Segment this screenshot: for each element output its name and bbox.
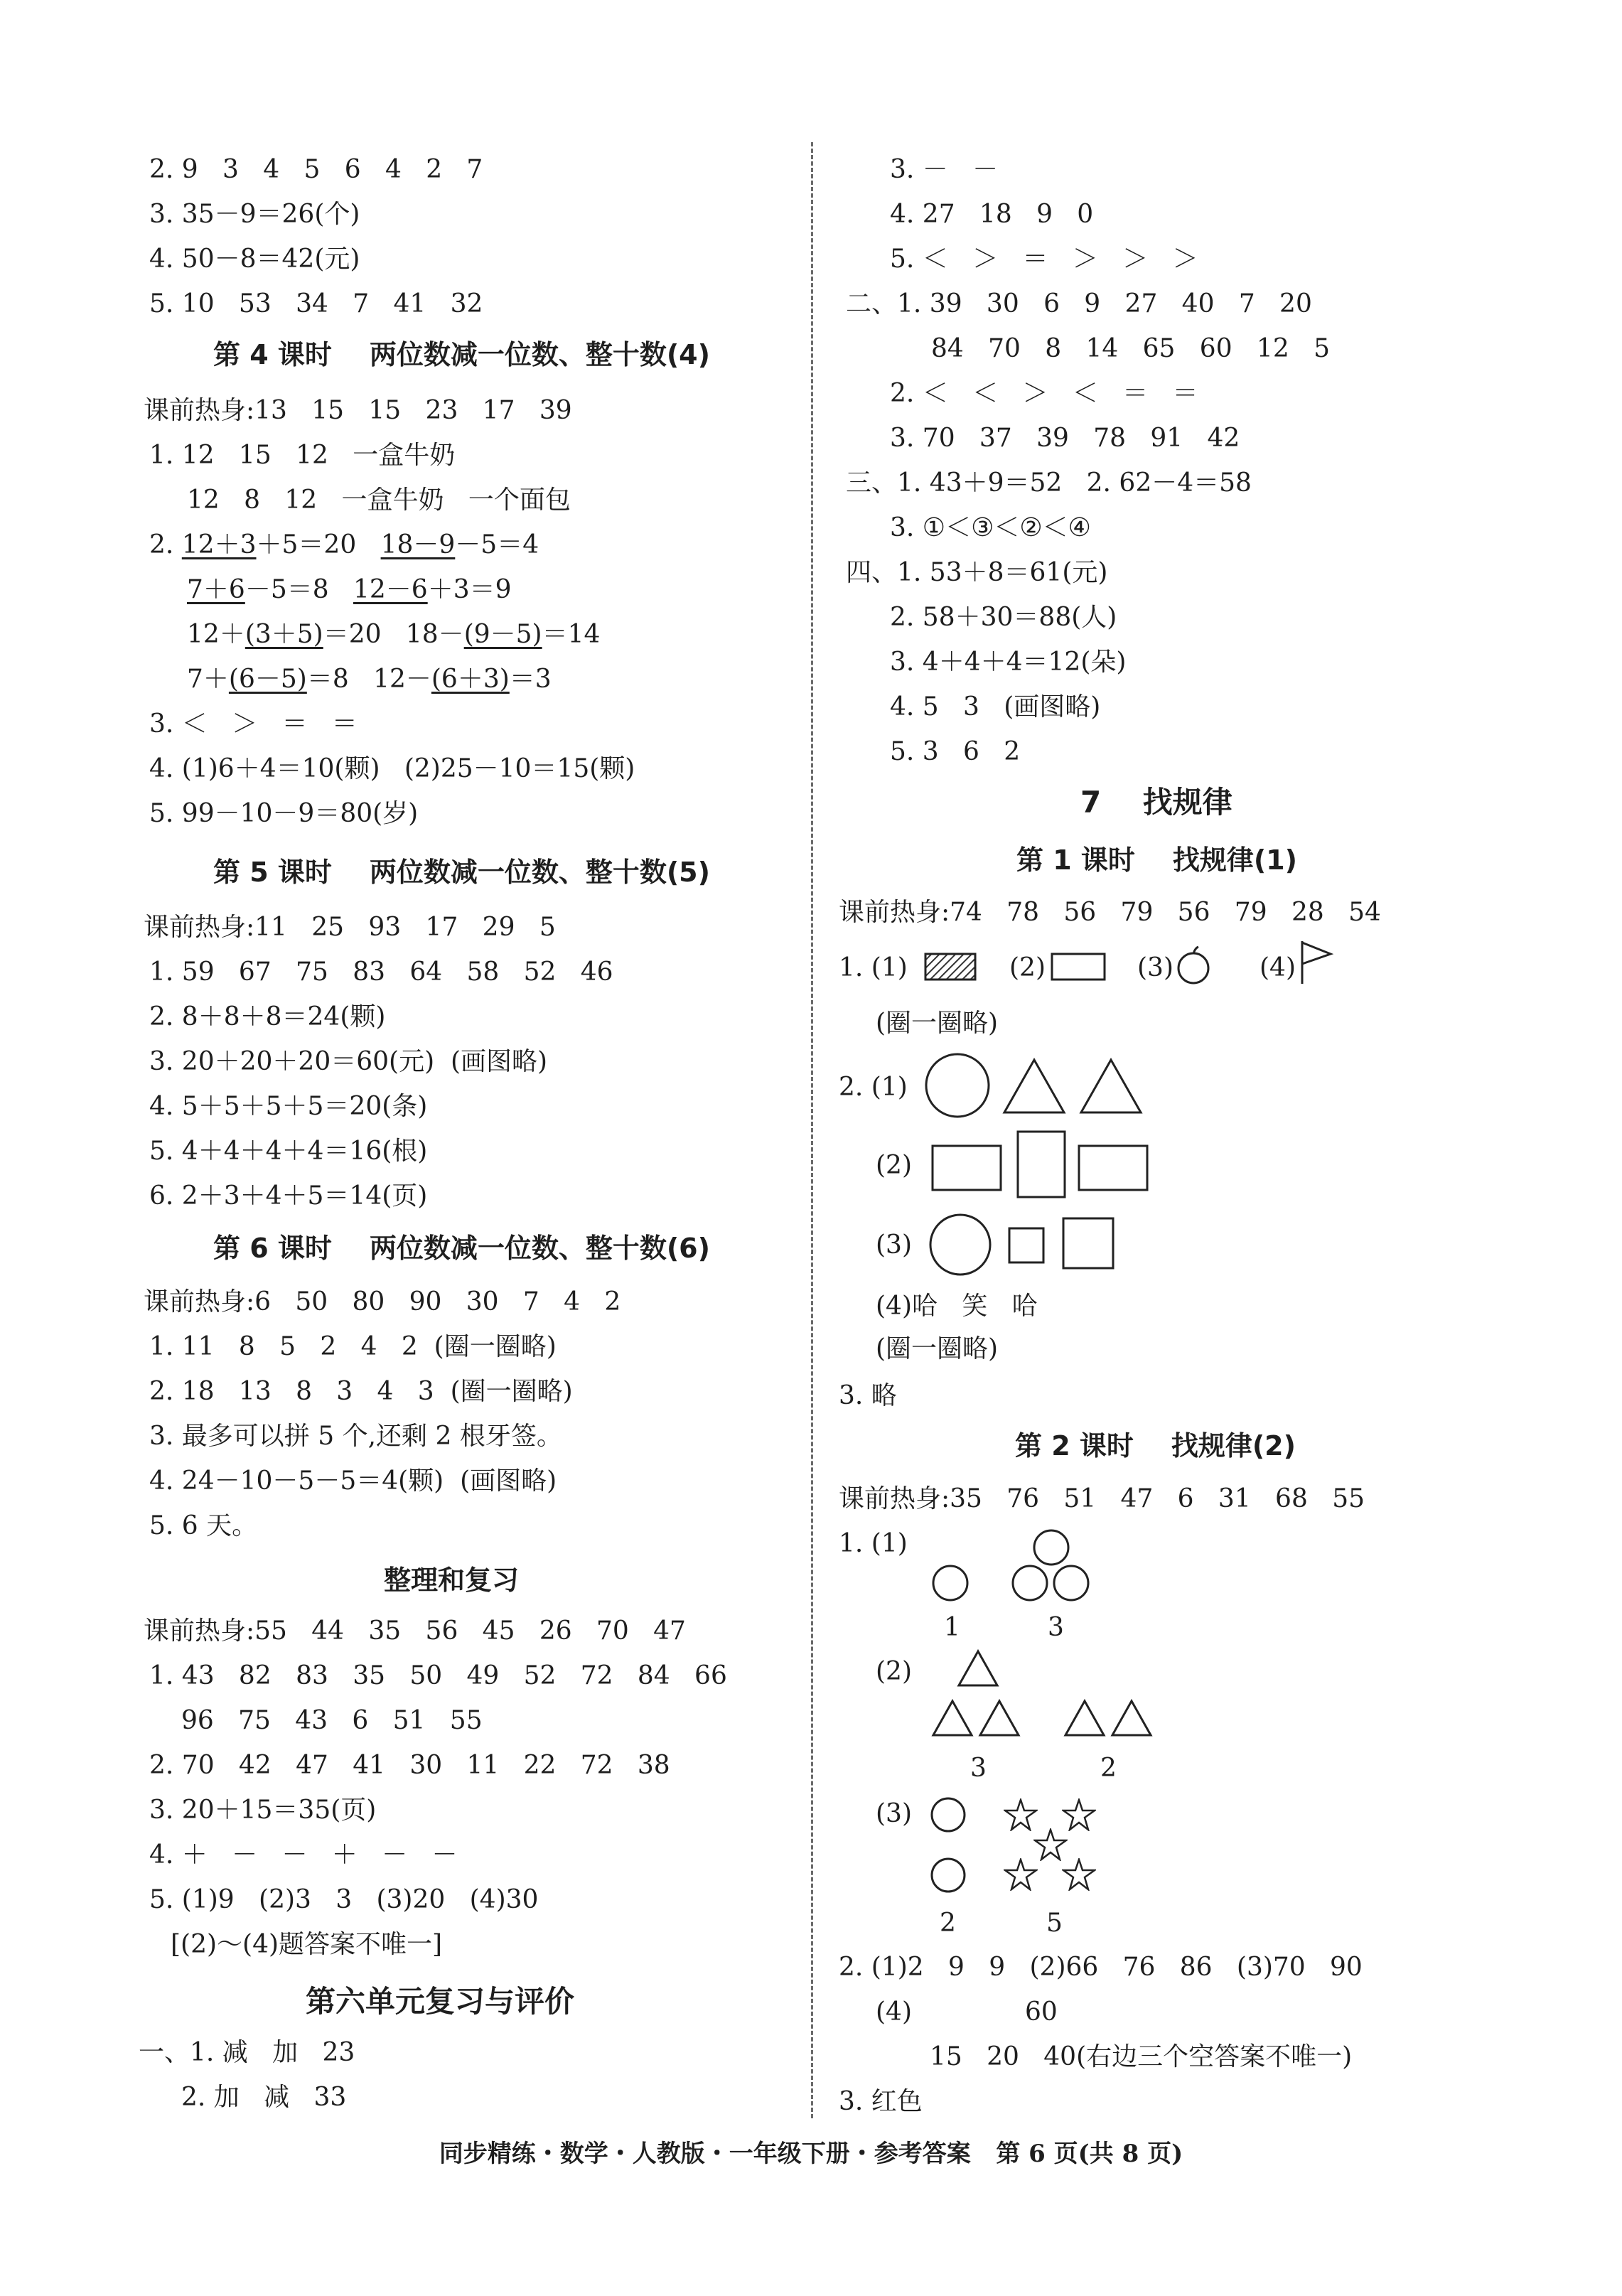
question-label: (3) bbox=[876, 1230, 912, 1260]
answer-line: 4. 50－8＝42(元) bbox=[149, 245, 360, 274]
equation-left: 12－ bbox=[373, 665, 431, 694]
answer-line: 一、1. 减 加 23 bbox=[139, 2038, 355, 2067]
answer-note: (圈一圈略) bbox=[876, 1334, 999, 1363]
answer-line: 5. (1)9 (2)3 3 (3)20 (4)30 bbox=[149, 1885, 539, 1914]
underlined-part: (6＋3) bbox=[431, 665, 510, 694]
answer-line: 1. 59 67 75 83 64 58 52 46 bbox=[149, 957, 613, 987]
wide-rectangle-icon bbox=[1078, 1144, 1149, 1191]
equation-left: 12＋ bbox=[187, 620, 245, 649]
star-icon bbox=[1004, 1798, 1038, 1831]
underlined-part: (3＋5) bbox=[245, 620, 323, 649]
answer-note: [(2)～(4)题答案不唯一] bbox=[171, 1930, 443, 1959]
triangle-icon bbox=[1110, 1699, 1153, 1737]
answer-line: 三、1. 43＋9＝52 2. 62－4＝58 bbox=[846, 468, 1252, 498]
square-icon bbox=[1062, 1217, 1115, 1270]
page-footer: 同步精练・数学・人教版・一年级下册・参考答案 第 6 页(共 8 页) bbox=[439, 2140, 1183, 2168]
equation-left: 18－ bbox=[405, 620, 464, 649]
answer-line: 4. (1)6＋4＝10(颗) (2)25－10＝15(颗) bbox=[149, 754, 635, 783]
answer-line: 3. 70 37 39 78 91 42 bbox=[890, 424, 1240, 453]
circle-icon bbox=[924, 1052, 991, 1119]
warmup-line: 课前热身:6 50 80 90 30 7 4 2 bbox=[144, 1287, 621, 1316]
underlined-equation-line bbox=[187, 664, 552, 695]
underlined-part: 7＋6 bbox=[187, 575, 245, 604]
chapter-7-heading: 7 找规律 bbox=[1080, 785, 1232, 820]
star-icon bbox=[1062, 1798, 1096, 1831]
triangle-icon bbox=[1063, 1699, 1106, 1737]
answer-line: 5. 6 天。 bbox=[149, 1511, 258, 1540]
underlined-part: 12＋3 bbox=[181, 530, 257, 559]
answer-line: 2. (1)2 9 9 (2)66 76 86 (3)70 90 bbox=[839, 1953, 1363, 1982]
answer-line: 2. 18 13 8 3 4 3 (圈一圈略) bbox=[149, 1377, 573, 1406]
answer-line: 3. 红色 bbox=[839, 2087, 923, 2116]
tall-rectangle-icon bbox=[1016, 1130, 1066, 1198]
rectangle-icon bbox=[1051, 953, 1106, 981]
item-number: 2. bbox=[149, 530, 182, 559]
answer-line: 3. 略 bbox=[839, 1381, 897, 1410]
star-icon bbox=[1033, 1828, 1068, 1861]
equation-rest: ＋3＝9 bbox=[427, 575, 512, 604]
answer-line: 3. ①＜③＜②＜④ bbox=[890, 513, 1091, 542]
answer-line: 96 75 43 6 51 55 bbox=[181, 1706, 483, 1735]
star-icon bbox=[1004, 1858, 1038, 1891]
apple-icon bbox=[1176, 945, 1211, 985]
triangle-icon bbox=[978, 1699, 1021, 1737]
answer-line: 5. 4＋4＋4＋4＝16(根) bbox=[149, 1137, 428, 1166]
hatched-rectangle-icon bbox=[924, 953, 977, 981]
lesson-4-heading: 第 4 课时 两位数减一位数、整十数(4) bbox=[213, 339, 710, 370]
question-label: (3) bbox=[1137, 953, 1173, 982]
question-label: (2) bbox=[1009, 953, 1046, 982]
equation-rest: ＝20 bbox=[323, 620, 382, 649]
equation-rest: －5＝4 bbox=[455, 530, 539, 559]
triangle-icon bbox=[931, 1699, 974, 1737]
answer-line: 15 20 40(右边三个空答案不唯一) bbox=[930, 2042, 1353, 2071]
question-label: (3) bbox=[876, 1799, 912, 1828]
answer-line: 3. ＜ ＞ ＝ ＝ bbox=[149, 709, 358, 739]
triangle-icon bbox=[1079, 1058, 1143, 1115]
question-label: 1. (1) bbox=[839, 1529, 908, 1558]
answer-line: (4)哈 笑 哈 bbox=[876, 1292, 1038, 1321]
circle-icon bbox=[928, 1213, 992, 1277]
answer-line: 二、1. 39 30 6 9 27 40 7 20 bbox=[846, 289, 1312, 318]
warmup-line: 课前热身:74 78 56 79 56 79 28 54 bbox=[839, 898, 1381, 927]
answer-line: 3. 4＋4＋4＝12(朵) bbox=[890, 648, 1127, 677]
answer-line: 4. 24－10－5－5＝4(颗) (画图略) bbox=[149, 1466, 557, 1496]
answer-line: 5. 3 6 2 bbox=[890, 737, 1021, 766]
circle-icon bbox=[1032, 1528, 1070, 1567]
answer-number: 3 bbox=[1048, 1613, 1064, 1642]
answer-line: 4. 5＋5＋5＋5＝20(条) bbox=[149, 1092, 428, 1121]
underlined-equation-line bbox=[149, 530, 539, 561]
answer-line: 四、1. 53＋8＝61(元) bbox=[846, 558, 1108, 587]
answer-line: 12 8 12 一盒牛奶 一个面包 bbox=[187, 486, 571, 515]
equation-rest: ＝3 bbox=[509, 665, 552, 694]
answer-line: 5. 10 53 34 7 41 32 bbox=[149, 289, 483, 318]
question-label: (2) bbox=[876, 1657, 912, 1686]
answer-line: 4. 5 3 (画图略) bbox=[890, 692, 1101, 721]
answer-number: 3 bbox=[970, 1754, 987, 1783]
unit-6-review-heading: 第六单元复习与评价 bbox=[306, 1984, 575, 2019]
lesson-5-heading: 第 5 课时 两位数减一位数、整十数(5) bbox=[213, 857, 710, 888]
underlined-part: 18－9 bbox=[380, 530, 456, 559]
question-label: 2. (1) bbox=[839, 1073, 908, 1102]
answer-line: (4) bbox=[876, 1997, 912, 2027]
answer-line: 1. 43 82 83 35 50 49 52 72 84 66 bbox=[149, 1661, 727, 1690]
review-heading: 整理和复习 bbox=[384, 1565, 520, 1596]
lesson-7-2-heading: 第 2 课时 找规律(2) bbox=[1015, 1430, 1296, 1461]
equation-rest: ＝8 bbox=[306, 665, 349, 694]
column-divider bbox=[811, 142, 813, 2118]
circle-icon bbox=[930, 1796, 967, 1833]
answer-note: (圈一圈略) bbox=[876, 1009, 999, 1038]
answer-number: 5 bbox=[1046, 1909, 1063, 1938]
answer-line: 60 bbox=[1025, 1997, 1058, 2027]
warmup-line: 课前热身:11 25 93 17 29 5 bbox=[144, 913, 556, 942]
answer-line: 3. － － bbox=[890, 155, 999, 184]
underlined-equation-line bbox=[187, 574, 512, 606]
star-icon bbox=[1062, 1858, 1096, 1891]
triangle-icon bbox=[957, 1649, 999, 1688]
question-label: 1. (1) bbox=[839, 953, 908, 982]
circle-icon bbox=[1011, 1564, 1049, 1602]
answer-line: 3. 35－9＝26(个) bbox=[149, 200, 360, 229]
answer-line: 1. 12 15 12 一盒牛奶 bbox=[149, 441, 456, 470]
warmup-line: 课前热身:55 44 35 56 45 26 70 47 bbox=[144, 1616, 686, 1646]
answer-line: 2. ＜ ＜ ＞ ＜ ＝ ＝ bbox=[890, 379, 1198, 408]
answer-line: 6. 2＋3＋4＋5＝14(页) bbox=[149, 1181, 428, 1211]
answer-line: 5. ＜ ＞ ＝ ＞ ＞ ＞ bbox=[890, 245, 1198, 274]
question-label: (4) bbox=[1260, 953, 1296, 982]
answer-line: 5. 99－10－9＝80(岁) bbox=[149, 799, 419, 828]
question-label: (2) bbox=[876, 1151, 912, 1180]
underlined-part: 12－6 bbox=[353, 575, 428, 604]
answer-line: 2. 70 42 47 41 30 11 22 72 38 bbox=[149, 1751, 670, 1780]
underlined-equation-line bbox=[187, 619, 600, 650]
answer-line: 3. 最多可以拼 5 个,还剩 2 根牙签。 bbox=[149, 1422, 562, 1451]
equation-rest: －5＝8 bbox=[245, 575, 329, 604]
answer-line: 3. 20＋15＝35(页) bbox=[149, 1796, 377, 1825]
lesson-7-1-heading: 第 1 课时 找规律(1) bbox=[1016, 844, 1297, 876]
answer-number: 1 bbox=[944, 1613, 960, 1642]
answer-line: 2. 9 3 4 5 6 4 2 7 bbox=[149, 155, 483, 184]
warmup-line: 课前热身:13 15 15 23 17 39 bbox=[144, 396, 572, 425]
wide-rectangle-icon bbox=[931, 1144, 1002, 1191]
small-square-icon bbox=[1008, 1227, 1045, 1264]
circle-icon bbox=[930, 1857, 967, 1894]
equation-rest: ＋5＝20 bbox=[256, 530, 357, 559]
answer-line: 3. 20＋20＋20＝60(元) (画图略) bbox=[149, 1047, 548, 1076]
answer-line: 2. 58＋30＝88(人) bbox=[890, 603, 1117, 632]
triangle-icon bbox=[1002, 1058, 1066, 1115]
answer-number: 2 bbox=[940, 1909, 956, 1938]
equation-rest: ＝14 bbox=[542, 620, 601, 649]
warmup-line: 课前热身:35 76 51 47 6 31 68 55 bbox=[839, 1484, 1365, 1513]
underlined-part: (9－5) bbox=[463, 620, 542, 649]
answer-line: 2. 加 减 33 bbox=[181, 2083, 347, 2112]
answer-line: 84 70 8 14 65 60 12 5 bbox=[931, 334, 1330, 363]
equation-left: 7＋ bbox=[187, 665, 229, 694]
answer-number: 2 bbox=[1100, 1754, 1117, 1783]
answer-line: 4. ＋ － － ＋ － － bbox=[149, 1840, 458, 1869]
answer-line: 4. 27 18 9 0 bbox=[890, 200, 1094, 229]
answer-line: 2. 8＋8＋8＝24(颗) bbox=[149, 1002, 386, 1031]
underlined-part: (6－5) bbox=[228, 665, 307, 694]
circle-icon bbox=[1052, 1564, 1090, 1602]
circle-icon bbox=[931, 1564, 970, 1602]
lesson-6-heading: 第 6 课时 两位数减一位数、整十数(6) bbox=[213, 1233, 710, 1264]
answer-line: 1. 11 8 5 2 4 2 (圈一圈略) bbox=[149, 1332, 557, 1361]
flag-icon bbox=[1299, 940, 1335, 985]
